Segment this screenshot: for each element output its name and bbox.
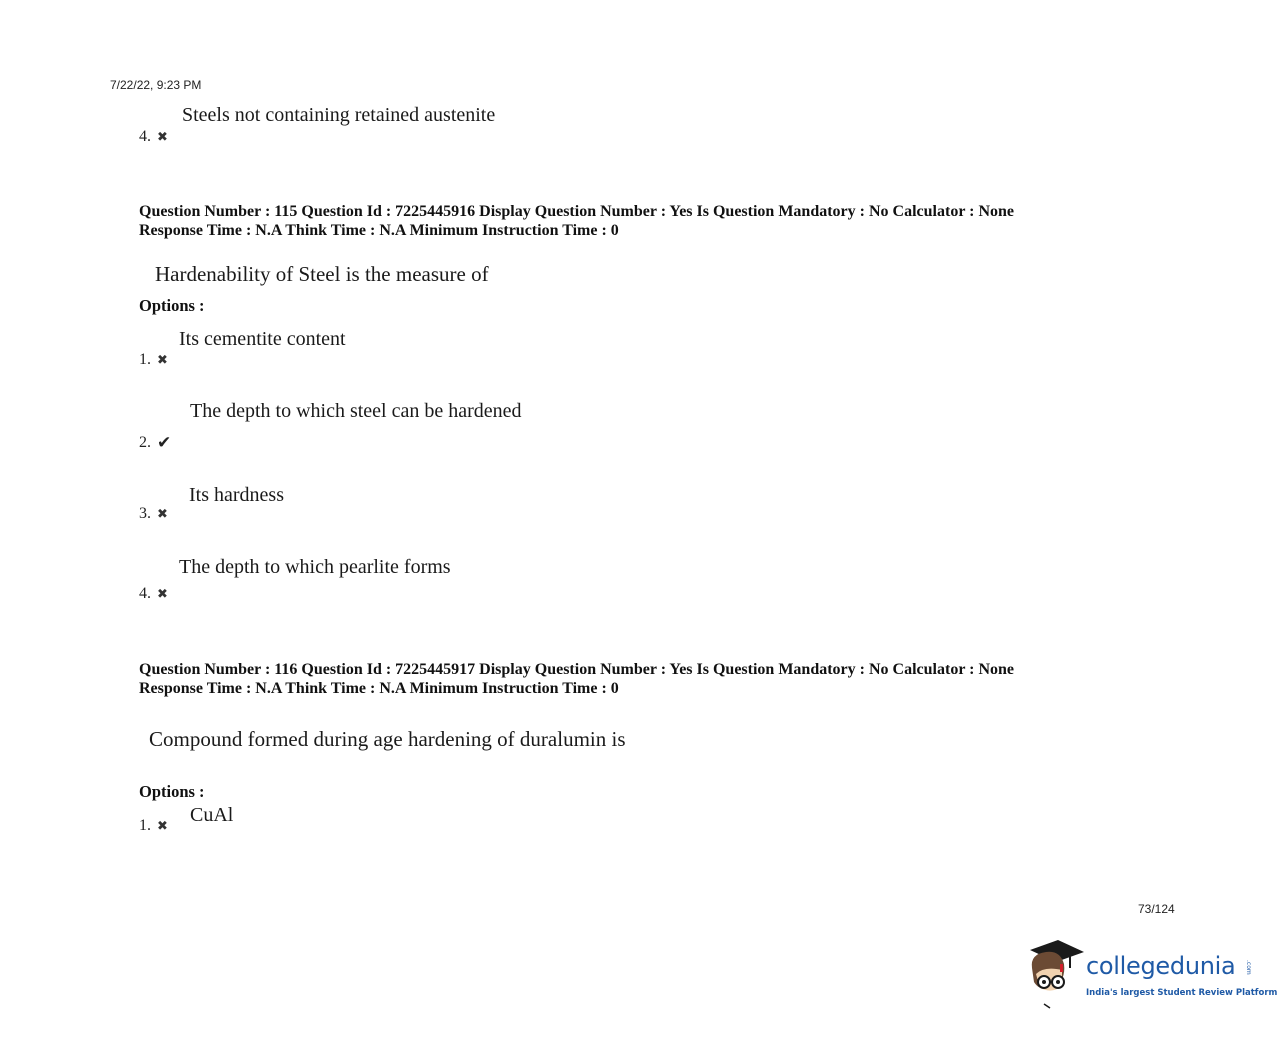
option-number-label: 4.	[139, 128, 151, 145]
question-text: Compound formed during age hardening of duralumin is	[149, 727, 626, 751]
option-number	[139, 505, 168, 523]
option-text: CuAl	[190, 804, 234, 826]
option-number-label: 2.	[139, 434, 151, 451]
option-number	[139, 585, 168, 603]
wrong-mark-icon: ✖	[157, 586, 168, 602]
wrong-mark-icon: ✖	[157, 506, 168, 522]
option-number-label: 1.	[139, 351, 151, 368]
option-number	[139, 433, 171, 453]
option-text: The depth to which steel can be hardened	[190, 400, 522, 422]
option-number-label: 1.	[139, 817, 151, 834]
option-number	[139, 351, 168, 369]
question-text: Hardenability of Steel is the measure of	[155, 262, 489, 286]
options-label: Options :	[139, 782, 205, 801]
option-text: Its hardness	[189, 484, 284, 506]
collegedunia-logo	[1024, 938, 1278, 1010]
correct-check-icon: ✔	[157, 433, 172, 453]
options-label: Options :	[139, 296, 205, 315]
question-meta-line1: Question Number : 115 Question Id : 7225445916 Display Question Number : Yes Is Question Mandatory : No Calculator : None	[139, 203, 1015, 220]
question-meta-line1: Question Number : 116 Question Id : 7225445917 Display Question Number : Yes Is Question Mandatory : No Calculator : None	[139, 661, 1015, 678]
print-datetime: 7/22/22, 9:23 PM	[110, 78, 202, 92]
question-meta-line2: Response Time : N.A Think Time : N.A Minimum Instruction Time : 0	[139, 222, 619, 239]
logo-suffix: .com	[1245, 960, 1252, 975]
question-meta	[139, 202, 1014, 240]
logo-wordmark: collegedunia	[1086, 952, 1236, 980]
option-number-label: 3.	[139, 505, 151, 522]
option-number	[139, 817, 168, 835]
option-text: Its cementite content	[179, 328, 346, 350]
option-number-label: 4.	[139, 585, 151, 602]
wrong-mark-icon: ✖	[157, 352, 168, 368]
wrong-mark-icon: ✖	[157, 818, 168, 834]
mascot-icon	[1024, 938, 1086, 1010]
wrong-mark-icon: ✖	[157, 129, 168, 145]
page-number: 73/124	[1138, 902, 1175, 916]
logo-tagline: India's largest Student Review Platform	[1086, 988, 1278, 998]
question-meta-line2: Response Time : N.A Think Time : N.A Minimum Instruction Time : 0	[139, 680, 619, 697]
option-number	[139, 128, 168, 146]
question-meta	[139, 660, 1014, 698]
option-text: Steels not containing retained austenite	[182, 104, 496, 126]
option-text: The depth to which pearlite forms	[179, 556, 451, 578]
